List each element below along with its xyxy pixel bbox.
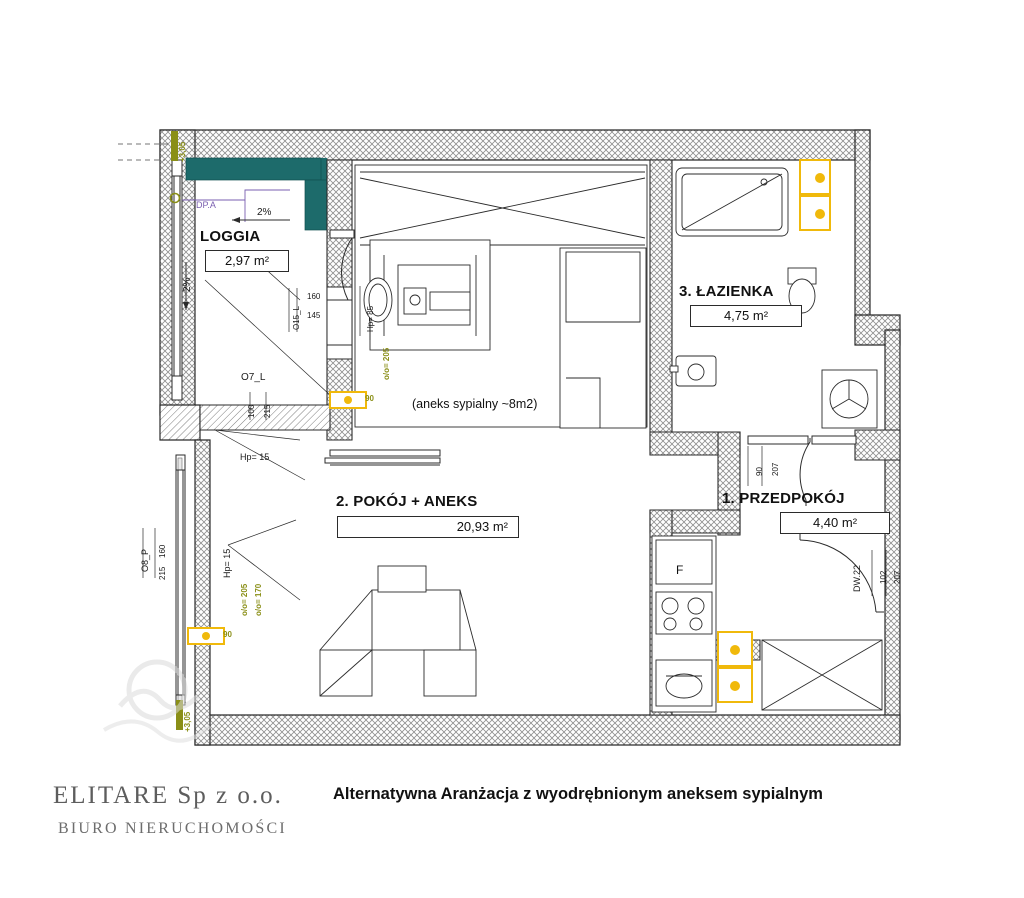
bath-door-width: 90 bbox=[755, 467, 764, 476]
window-o15-l-hp: Hp= 85 bbox=[366, 305, 375, 332]
room-area-living: 20,93 m² bbox=[337, 516, 519, 538]
entry-door-width: 102 bbox=[879, 570, 888, 584]
window-label-o15-l: O15_L bbox=[292, 305, 301, 330]
partition-door-tag-b-h: o/o= 205 bbox=[240, 583, 249, 616]
brand-name: ELITARE Sp z o.o. bbox=[53, 782, 283, 809]
kitchen-accents bbox=[718, 632, 752, 702]
door-label-dp-a: DP.A bbox=[196, 200, 216, 210]
slope-label-top: 2% bbox=[257, 207, 272, 218]
room-area-loggia: 2,97 m² bbox=[205, 250, 289, 272]
window-o15-l-width: 160 bbox=[307, 292, 321, 301]
sleeping-alcove bbox=[355, 165, 647, 428]
partition-door-tag-b-w: 90 bbox=[223, 630, 232, 639]
entry-door-height: 207 bbox=[893, 570, 902, 584]
window-o8-p-width: 160 bbox=[158, 544, 167, 558]
kitchen-units bbox=[652, 536, 716, 712]
room-label-bathroom: 3. ŁAZIENKA bbox=[679, 283, 774, 300]
hp-label-lower: Hp= 15 bbox=[222, 548, 232, 578]
window-o15-l-height: 145 bbox=[307, 311, 321, 320]
partition-door-tag-170: o/o= 170 bbox=[254, 583, 263, 616]
watermark-ornament bbox=[104, 662, 210, 741]
note-sleeping-alcove: (aneks sypialny ~8m2) bbox=[412, 397, 538, 411]
room-area-bathroom: 4,75 m² bbox=[690, 305, 802, 327]
living-furniture bbox=[320, 566, 476, 696]
window-label-o7-l: O7_L bbox=[241, 372, 266, 383]
window-o7-l-height: 215 bbox=[263, 404, 272, 418]
hall-wardrobe bbox=[762, 640, 882, 710]
window-label-o8-p: O8_P bbox=[140, 548, 150, 572]
fixture-accents bbox=[800, 160, 830, 230]
partition-door-tag-a-h: o/o= 205 bbox=[382, 347, 391, 380]
hp-label-upper: Hp= 15 bbox=[240, 452, 270, 462]
drawing-caption: Alternatywna Aranżacja z wyodrębnionym aneksem sypialnym bbox=[333, 785, 823, 803]
window-o7-l-width: 100 bbox=[247, 404, 256, 418]
window-o8-p-height: 215 bbox=[158, 566, 167, 580]
level-marker-top: +3,05 bbox=[178, 141, 187, 162]
level-marker-bottom: +3,05 bbox=[183, 711, 192, 732]
brand-subtitle: BIURO NIERUCHOMOŚCI bbox=[58, 820, 287, 837]
room-label-living: 2. POKÓJ + ANEKS bbox=[336, 493, 478, 510]
kitchen-fridge-label: F bbox=[676, 563, 684, 577]
partition-door-tag-a-w: 90 bbox=[365, 394, 374, 403]
room-label-loggia: LOGGIA bbox=[200, 228, 261, 245]
bath-door-height: 207 bbox=[771, 462, 780, 476]
slope-label-left: 2% bbox=[182, 277, 193, 292]
loggia-ceiling-teal bbox=[186, 158, 327, 230]
sliding-partition bbox=[325, 450, 440, 465]
entry-door-label: DW.22 bbox=[852, 564, 862, 592]
room-area-hall: 4,40 m² bbox=[780, 512, 890, 534]
room-label-hall: 1. PRZEDPOKÓJ bbox=[722, 490, 845, 507]
